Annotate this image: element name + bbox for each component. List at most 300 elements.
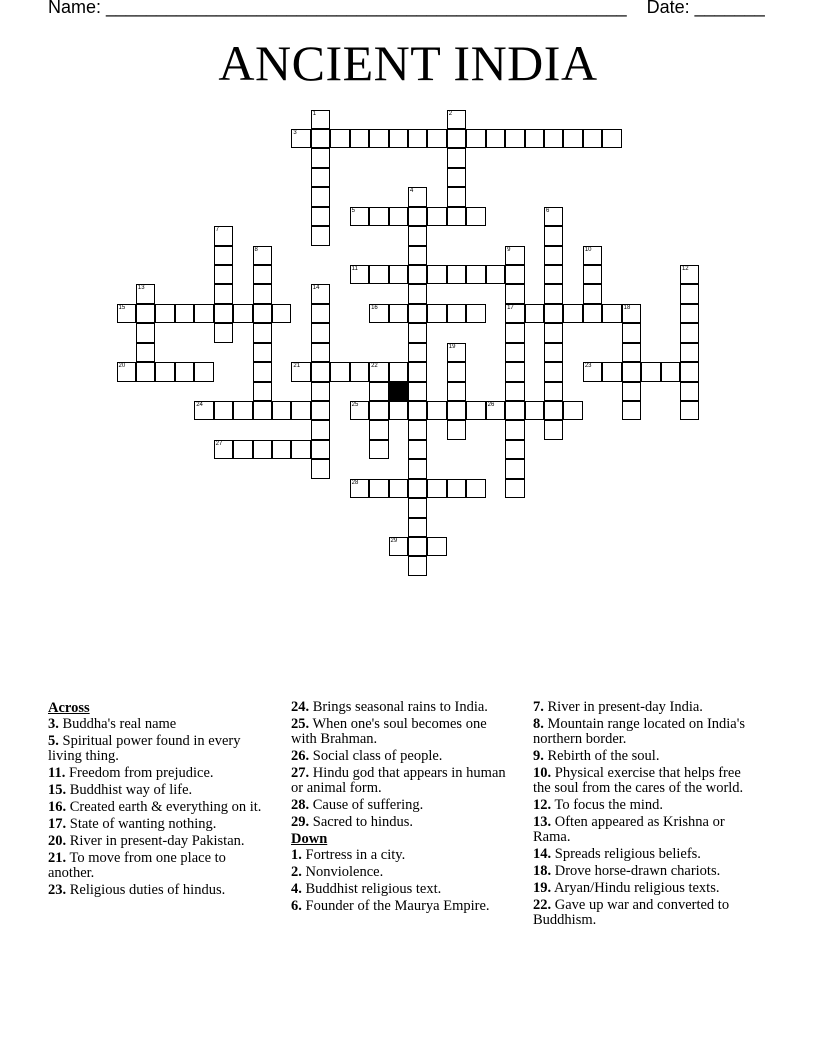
grid-cell[interactable] <box>447 110 467 130</box>
clue-number-label: 20. <box>48 833 67 849</box>
clue-item <box>533 881 761 896</box>
grid-cell[interactable] <box>369 440 389 460</box>
grid-cell[interactable] <box>408 304 428 324</box>
clue-item <box>533 847 761 862</box>
grid-cell[interactable] <box>291 440 311 460</box>
clue-number-label: 6. <box>291 898 302 914</box>
grid-cell[interactable] <box>680 401 700 421</box>
clue-number: 15 <box>118 304 126 311</box>
grid-cell[interactable] <box>350 129 370 149</box>
clue-number: 1 <box>312 110 317 117</box>
grid-cell[interactable] <box>311 304 331 324</box>
clue-number: 29 <box>390 537 398 544</box>
grid-cell[interactable] <box>214 440 234 460</box>
grid-cell[interactable] <box>311 401 331 421</box>
clue-item <box>291 700 513 715</box>
clue-number-label: 9. <box>533 748 544 764</box>
grid-cell[interactable] <box>427 479 447 499</box>
clue-number: 16 <box>371 304 378 311</box>
grid-cell[interactable] <box>253 440 273 460</box>
grid-cell[interactable] <box>194 304 214 324</box>
grid-cell[interactable] <box>214 304 234 324</box>
clue-text: Nonviolence. <box>301 864 384 880</box>
grid-cell[interactable] <box>311 187 331 207</box>
grid-cell[interactable] <box>136 323 156 343</box>
grid-cell[interactable] <box>447 207 467 227</box>
clue-number: 2 <box>448 110 453 117</box>
clue-number: 25 <box>351 401 359 408</box>
grid-cell[interactable] <box>311 207 331 227</box>
grid-cell[interactable] <box>350 265 370 285</box>
clue-text: Spiritual power found in every living thing. <box>48 733 241 764</box>
grid-cell[interactable] <box>447 129 467 149</box>
grid-cell[interactable] <box>408 556 428 576</box>
grid-cell[interactable] <box>350 362 370 382</box>
grid-cell[interactable] <box>583 304 603 324</box>
grid-cell[interactable] <box>408 537 428 557</box>
grid-cell[interactable] <box>369 129 389 149</box>
grid-cell[interactable] <box>622 401 642 421</box>
clue-number-label: 15. <box>48 782 67 798</box>
grid-cell[interactable] <box>486 401 506 421</box>
clue-item <box>533 798 761 813</box>
grid-cell[interactable] <box>369 304 389 324</box>
grid-cell[interactable] <box>253 343 273 363</box>
name-label: Name: <box>48 0 102 17</box>
clues-column-1 <box>48 700 270 900</box>
grid-cell[interactable] <box>447 382 467 402</box>
grid-cell[interactable] <box>175 362 195 382</box>
grid-cell[interactable] <box>194 401 214 421</box>
black-square <box>389 382 409 402</box>
clue-item <box>48 851 270 881</box>
clue-number: 6 <box>545 207 550 214</box>
grid-cell[interactable] <box>447 168 467 188</box>
grid-cell[interactable] <box>389 362 409 382</box>
grid-cell[interactable] <box>214 246 234 266</box>
clue-number-label: 10. <box>533 765 552 781</box>
grid-cell[interactable] <box>408 459 428 479</box>
grid-cell[interactable] <box>408 207 428 227</box>
clue-number-label: 13. <box>533 814 552 830</box>
clue-text: Buddha's real name <box>58 716 177 732</box>
clue-number-label: 29. <box>291 814 310 830</box>
grid-cell[interactable] <box>253 265 273 285</box>
grid-cell[interactable] <box>253 284 273 304</box>
grid-cell[interactable] <box>466 479 486 499</box>
clue-item <box>291 865 513 880</box>
grid-cell[interactable] <box>466 207 486 227</box>
grid-cell[interactable] <box>389 129 409 149</box>
grid-cell[interactable] <box>466 129 486 149</box>
clue-item <box>48 734 270 764</box>
clue-text: When one's soul becomes one with Brahman. <box>291 716 487 747</box>
grid-cell[interactable] <box>369 420 389 440</box>
grid-cell[interactable] <box>602 129 622 149</box>
grid-cell[interactable] <box>253 304 273 324</box>
name-blank[interactable]: ____________________________________________________ <box>106 0 627 17</box>
grid-cell[interactable] <box>680 284 700 304</box>
clue-item <box>533 864 761 879</box>
clue-number-label: 19. <box>533 880 552 896</box>
clue-number-label: 24. <box>291 699 310 715</box>
clue-text: Fortress in a city. <box>301 847 406 863</box>
grid-cell[interactable] <box>622 382 642 402</box>
grid-cell[interactable] <box>563 401 583 421</box>
grid-cell[interactable] <box>505 246 525 266</box>
grid-cell[interactable] <box>583 284 603 304</box>
grid-cell[interactable] <box>505 343 525 363</box>
grid-cell[interactable] <box>602 304 622 324</box>
clue-item <box>48 883 270 898</box>
grid-cell[interactable] <box>544 284 564 304</box>
clue-number: 28 <box>351 479 359 486</box>
clue-number: 19 <box>448 343 456 350</box>
clue-number: 11 <box>351 265 358 272</box>
clue-text: River in present-day Pakistan. <box>66 833 245 849</box>
clue-text: Mountain range located on India's northern border. <box>533 716 745 747</box>
grid-cell[interactable] <box>447 304 467 324</box>
grid-cell[interactable] <box>427 401 447 421</box>
clue-number: 10 <box>584 246 592 253</box>
grid-cell[interactable] <box>544 362 564 382</box>
clue-item <box>48 817 270 832</box>
clue-number: 5 <box>351 207 355 214</box>
clue-number: 18 <box>623 304 631 311</box>
clue-number: 3 <box>293 129 297 136</box>
clue-number: 24 <box>196 401 203 408</box>
grid-cell[interactable] <box>369 362 389 382</box>
grid-cell[interactable] <box>272 440 292 460</box>
clue-text: Aryan/Hindu religious texts. <box>551 880 720 896</box>
grid-cell[interactable] <box>408 440 428 460</box>
grid-cell[interactable] <box>505 362 525 382</box>
grid-cell[interactable] <box>253 362 273 382</box>
grid-cell[interactable] <box>408 226 428 246</box>
grid-cell[interactable] <box>447 343 467 363</box>
grid-cell[interactable] <box>408 323 428 343</box>
grid-cell[interactable] <box>680 323 700 343</box>
grid-cell[interactable] <box>311 440 331 460</box>
grid-cell[interactable] <box>505 382 525 402</box>
grid-cell[interactable] <box>544 265 564 285</box>
clue-item <box>48 717 270 732</box>
grid-cell[interactable] <box>505 323 525 343</box>
grid-cell[interactable] <box>466 304 486 324</box>
grid-cell[interactable] <box>622 362 642 382</box>
grid-cell[interactable] <box>272 304 292 324</box>
grid-cell[interactable] <box>369 479 389 499</box>
grid-cell[interactable] <box>311 110 331 130</box>
grid-cell[interactable] <box>447 148 467 168</box>
grid-cell[interactable] <box>622 304 642 324</box>
clue-item <box>291 749 513 764</box>
grid-cell[interactable] <box>155 304 175 324</box>
clue-number: 12 <box>681 265 689 272</box>
grid-cell[interactable] <box>214 284 234 304</box>
grid-cell[interactable] <box>311 343 331 363</box>
grid-cell[interactable] <box>408 265 428 285</box>
clue-text: Sacred to hindus. <box>309 814 414 830</box>
clue-item <box>291 717 513 747</box>
grid-cell[interactable] <box>369 207 389 227</box>
grid-cell[interactable] <box>583 362 603 382</box>
clue-item <box>291 899 513 914</box>
clue-item <box>533 749 761 764</box>
grid-cell[interactable] <box>525 304 545 324</box>
clue-number-label: 28. <box>291 797 310 813</box>
grid-cell[interactable] <box>136 304 156 324</box>
clue-number-label: 7. <box>533 699 544 715</box>
grid-cell[interactable] <box>680 265 700 285</box>
grid-cell[interactable] <box>408 401 428 421</box>
grid-cell[interactable] <box>311 420 331 440</box>
clue-item <box>291 815 513 830</box>
clue-text: Spreads religious beliefs. <box>551 846 701 862</box>
grid-cell[interactable] <box>505 265 525 285</box>
clue-number-label: 11. <box>48 765 66 781</box>
grid-cell[interactable] <box>661 362 681 382</box>
grid-cell[interactable] <box>563 304 583 324</box>
clue-number: 17 <box>507 304 514 311</box>
grid-cell[interactable] <box>330 129 350 149</box>
grid-cell[interactable] <box>136 362 156 382</box>
grid-cell[interactable] <box>408 479 428 499</box>
grid-cell[interactable] <box>214 265 234 285</box>
clue-text: Often appeared as Krishna or Rama. <box>533 814 725 845</box>
clue-number: 22 <box>371 363 378 370</box>
grid-cell[interactable] <box>680 304 700 324</box>
grid-cell[interactable] <box>408 129 428 149</box>
grid-cell[interactable] <box>389 207 409 227</box>
clue-number: 4 <box>409 188 414 195</box>
grid-cell[interactable] <box>214 401 234 421</box>
grid-cell[interactable] <box>233 440 253 460</box>
clue-text: Physical exercise that helps free the soul from the cares of the world. <box>533 765 744 796</box>
clue-number: 9 <box>507 246 511 253</box>
clue-number: 14 <box>312 285 320 292</box>
clue-text: Hindu god that appears in human or animal form. <box>291 765 506 796</box>
grid-cell[interactable] <box>486 129 506 149</box>
grid-cell[interactable] <box>505 479 525 499</box>
clue-text: To move from one place to another. <box>48 850 226 881</box>
grid-cell[interactable] <box>544 401 564 421</box>
grid-cell[interactable] <box>505 440 525 460</box>
grid-cell[interactable] <box>680 382 700 402</box>
grid-cell[interactable] <box>136 284 156 304</box>
clue-item <box>533 766 761 796</box>
clue-text: Gave up war and converted to Buddhism. <box>533 897 730 928</box>
grid-cell[interactable] <box>408 284 428 304</box>
grid-cell[interactable] <box>680 343 700 363</box>
grid-cell[interactable] <box>194 362 214 382</box>
clue-number: 20 <box>118 363 126 370</box>
grid-cell[interactable] <box>291 401 311 421</box>
clues-column-2 <box>291 700 513 916</box>
grid-cell[interactable] <box>505 459 525 479</box>
grid-cell[interactable] <box>622 323 642 343</box>
grid-cell[interactable] <box>680 362 700 382</box>
clue-item <box>291 766 513 796</box>
clue-text: Cause of suffering. <box>309 797 424 813</box>
grid-cell[interactable] <box>253 382 273 402</box>
grid-cell[interactable] <box>447 479 467 499</box>
grid-cell[interactable] <box>544 420 564 440</box>
grid-cell[interactable] <box>369 382 389 402</box>
grid-cell[interactable] <box>350 207 370 227</box>
grid-cell[interactable] <box>486 265 506 285</box>
clues-column-3 <box>533 700 761 930</box>
grid-cell[interactable] <box>311 323 331 343</box>
grid-cell[interactable] <box>505 420 525 440</box>
grid-cell[interactable] <box>311 129 331 149</box>
grid-cell[interactable] <box>136 343 156 363</box>
clue-number-label: 5. <box>48 733 59 749</box>
grid-cell[interactable] <box>583 246 603 266</box>
clue-number-label: 22. <box>533 897 552 913</box>
grid-cell[interactable] <box>447 362 467 382</box>
clue-number: 26 <box>487 401 495 408</box>
date-blank[interactable]: _______ <box>694 0 765 17</box>
grid-cell[interactable] <box>350 401 370 421</box>
grid-cell[interactable] <box>311 284 331 304</box>
grid-cell[interactable] <box>408 498 428 518</box>
grid-cell[interactable] <box>447 420 467 440</box>
grid-cell[interactable] <box>253 401 273 421</box>
clue-text: Religious duties of hindus. <box>66 882 226 898</box>
grid-cell[interactable] <box>311 459 331 479</box>
clue-text: Buddhist religious text. <box>301 881 442 897</box>
clue-number-label: 14. <box>533 846 552 862</box>
grid-cell[interactable] <box>311 148 331 168</box>
grid-cell[interactable] <box>389 479 409 499</box>
clue-number: 8 <box>254 246 258 253</box>
grid-cell[interactable] <box>233 304 253 324</box>
clue-text: Freedom from prejudice. <box>65 765 214 781</box>
grid-cell[interactable] <box>641 362 661 382</box>
grid-cell[interactable] <box>544 129 564 149</box>
clue-text: To focus the mind. <box>551 797 664 813</box>
clue-text: Buddhist way of life. <box>66 782 193 798</box>
grid-cell[interactable] <box>622 343 642 363</box>
grid-cell[interactable] <box>505 129 525 149</box>
grid-cell[interactable] <box>544 246 564 266</box>
grid-cell[interactable] <box>427 129 447 149</box>
grid-cell[interactable] <box>389 401 409 421</box>
clue-text: Brings seasonal rains to India. <box>309 699 488 715</box>
clue-number-label: 12. <box>533 797 552 813</box>
grid-cell[interactable] <box>544 207 564 227</box>
grid-cell[interactable] <box>505 304 525 324</box>
grid-cell[interactable] <box>505 401 525 421</box>
grid-cell[interactable] <box>369 265 389 285</box>
grid-cell[interactable] <box>311 362 331 382</box>
grid-cell[interactable] <box>466 401 486 421</box>
grid-cell[interactable] <box>311 168 331 188</box>
grid-cell[interactable] <box>408 420 428 440</box>
grid-cell[interactable] <box>505 284 525 304</box>
grid-cell[interactable] <box>447 265 467 285</box>
clue-item <box>48 834 270 849</box>
grid-cell[interactable] <box>563 129 583 149</box>
grid-cell[interactable] <box>155 362 175 382</box>
clue-number-label: 1. <box>291 847 302 863</box>
clue-item <box>48 800 270 815</box>
grid-cell[interactable] <box>253 246 273 266</box>
grid-cell[interactable] <box>330 362 350 382</box>
grid-cell[interactable] <box>427 304 447 324</box>
clue-text: River in present-day India. <box>543 699 703 715</box>
grid-cell[interactable] <box>544 323 564 343</box>
grid-cell[interactable] <box>544 304 564 324</box>
grid-cell[interactable] <box>214 323 234 343</box>
grid-cell[interactable] <box>544 343 564 363</box>
grid-cell[interactable] <box>602 362 622 382</box>
clue-number-label: 2. <box>291 864 302 880</box>
clue-number-label: 27. <box>291 765 310 781</box>
grid-cell[interactable] <box>389 537 409 557</box>
grid-cell[interactable] <box>408 343 428 363</box>
grid-cell[interactable] <box>311 382 331 402</box>
grid-cell[interactable] <box>408 187 428 207</box>
grid-cell[interactable] <box>389 265 409 285</box>
grid-cell[interactable] <box>408 246 428 266</box>
grid-cell[interactable] <box>525 401 545 421</box>
clue-number-label: 26. <box>291 748 310 764</box>
clue-item <box>291 798 513 813</box>
clue-text: Rebirth of the soul. <box>543 748 660 764</box>
clue-item <box>533 815 761 845</box>
clue-text: Social class of people. <box>309 748 443 764</box>
grid-cell[interactable] <box>291 362 311 382</box>
grid-cell[interactable] <box>214 226 234 246</box>
grid-cell[interactable] <box>583 129 603 149</box>
grid-cell[interactable] <box>427 537 447 557</box>
clue-item <box>533 898 761 928</box>
grid-cell[interactable] <box>466 265 486 285</box>
clue-item <box>533 717 761 747</box>
grid-cell[interactable] <box>117 362 137 382</box>
grid-cell[interactable] <box>447 401 467 421</box>
across-heading: Across <box>48 700 90 716</box>
grid-cell[interactable] <box>525 129 545 149</box>
clue-item <box>48 783 270 798</box>
grid-cell[interactable] <box>117 304 137 324</box>
clue-number-label: 3. <box>48 716 59 732</box>
grid-cell[interactable] <box>447 187 467 207</box>
grid-cell[interactable] <box>175 304 195 324</box>
grid-cell[interactable] <box>272 401 292 421</box>
grid-cell[interactable] <box>408 382 428 402</box>
grid-cell[interactable] <box>311 226 331 246</box>
grid-cell[interactable] <box>291 129 311 149</box>
grid-cell[interactable] <box>408 362 428 382</box>
clue-item <box>291 882 513 897</box>
grid-cell[interactable] <box>389 304 409 324</box>
clue-item <box>291 848 513 863</box>
grid-cell[interactable] <box>408 518 428 538</box>
grid-cell[interactable] <box>583 265 603 285</box>
grid-cell[interactable] <box>544 382 564 402</box>
clue-number: 13 <box>137 285 145 292</box>
grid-cell[interactable] <box>427 265 447 285</box>
grid-cell[interactable] <box>350 479 370 499</box>
grid-cell[interactable] <box>253 323 273 343</box>
grid-cell[interactable] <box>544 226 564 246</box>
grid-cell[interactable] <box>369 401 389 421</box>
grid-cell[interactable] <box>233 401 253 421</box>
grid-cell[interactable] <box>427 207 447 227</box>
